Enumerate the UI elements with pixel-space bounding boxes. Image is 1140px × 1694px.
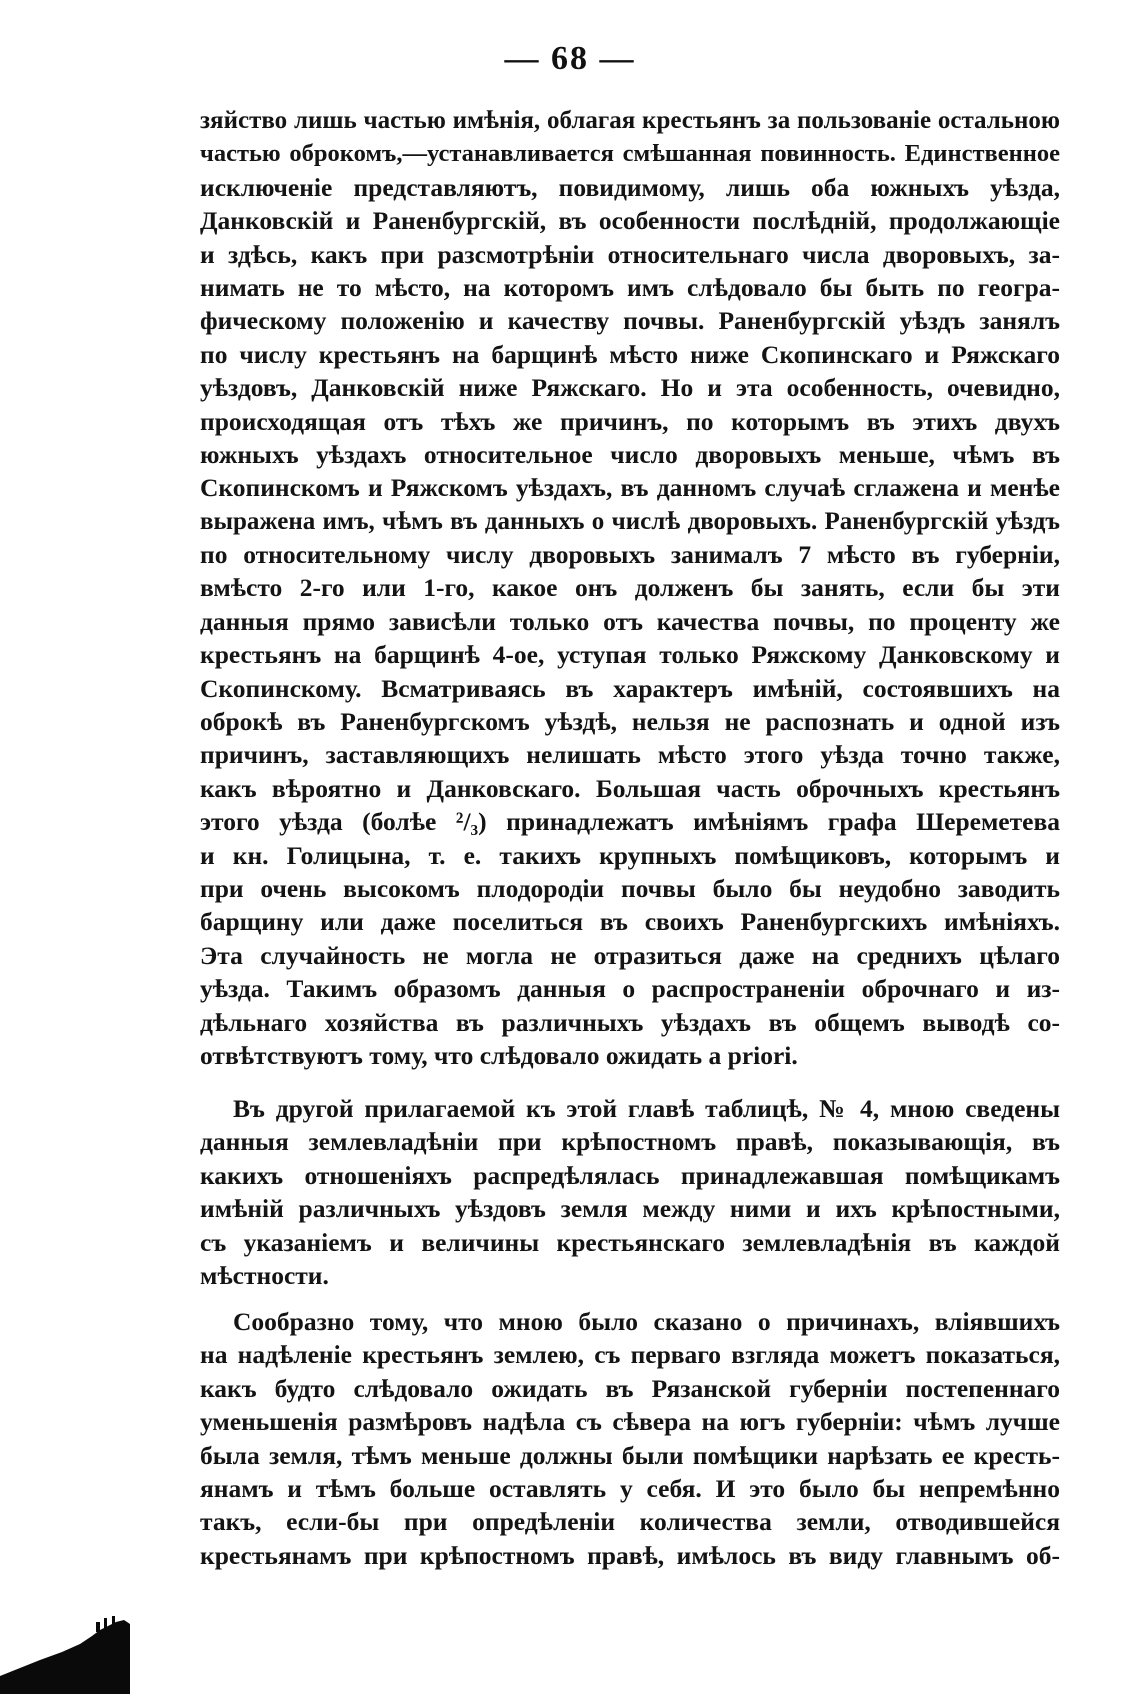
text-line: Въ другой прилагаемой къ этой главѣ таблицѣ, № 4, мною сведены [233, 1094, 1060, 1123]
text-line: Скопинскому. Всматриваясь въ характеръ имѣній, состоявшихъ на [200, 673, 1060, 703]
text-line: Скопинскомъ и Ряжскомъ уѣздахъ, въ данномъ случаѣ сглажена и менѣе [200, 473, 1060, 503]
text-line: Эта случайность не могла не отразиться даже на среднихъ цѣлаго [200, 940, 1060, 970]
text-line: южныхъ уѣздахъ относительное число дворовыхъ меньше, чѣмъ въ [200, 439, 1060, 469]
text-line: такъ, если-бы при опредѣленіи количества земли, отводившейся [200, 1507, 1060, 1537]
paragraph-3 [200, 1305, 1060, 1572]
text-line: происходящая отъ тѣхъ же причинъ, по которымъ въ этихъ двухъ [200, 406, 1060, 436]
text-line: оброкѣ въ Раненбургскомъ уѣздѣ, нельзя не распознать и одной изъ [200, 707, 1060, 737]
text-line: крестьянъ на барщинѣ 4-ое, уступая только Ряжскому Данковскому и [200, 640, 1060, 670]
text-line: на надѣленіе крестьянъ землею, съ перваго взгляда можетъ показаться, [200, 1340, 1060, 1370]
text-line: отвѣтствуютъ тому, что слѣдовало ожидать a priori. [200, 1040, 798, 1070]
scan-edge-mark [0, 1616, 140, 1694]
text-line: данныя прямо зависѣли только отъ качества почвы, по проценту же [200, 606, 1060, 636]
text-line: была земля, тѣмъ меньше должны были помѣщики нарѣзать ее кресть- [200, 1440, 1060, 1470]
text-line: уменьшенія размѣровъ надѣла съ сѣвера на югъ губерніи: чѣмъ лучше [200, 1407, 1060, 1437]
text-line: вмѣсто 2-го или 1-го, какое онъ долженъ бы занять, если бы эти [200, 573, 1060, 603]
text-line: барщину или даже поселиться въ своихъ Раненбургскихъ имѣніяхъ. [200, 907, 1060, 937]
text-line: исключеніе представляютъ, повидимому, лишь оба южныхъ уѣзда, [200, 172, 1060, 202]
text-line: и здѣсь, какъ при разсмотрѣніи относительнаго числа дворовыхъ, за- [200, 239, 1060, 269]
text-line: фическому положенію и качеству почвы. Раненбургскій уѣздъ занялъ [200, 306, 1060, 336]
text-line: какихъ отношеніяхъ распредѣлялась принадлежавшая помѣщикамъ [200, 1160, 1060, 1190]
text-line: какъ будто слѣдовало ожидать въ Рязанской губерніи постепеннаго [200, 1373, 1060, 1403]
text-line: мѣстности. [200, 1260, 329, 1290]
text-line: съ указаніемъ и величины крестьянскаго землевладѣнія въ каждой [200, 1227, 1060, 1257]
paragraph-2 [200, 1092, 1060, 1292]
text-line: данныя землевладѣніи при крѣпостномъ правѣ, показывающія, въ [200, 1127, 1060, 1157]
text-line: по числу крестьянъ на барщинѣ мѣсто ниже Скопинскаго и Ряжскаго [200, 339, 1060, 369]
text-line: этого уѣзда (болѣе ²/₃) принадлежатъ имѣніямъ графа Шереметева [200, 807, 1060, 837]
text-line: причинъ, заставляющихъ нелишать мѣсто этого уѣзда точно также, [200, 740, 1060, 770]
paragraph-1 [200, 104, 1060, 1072]
page-number: — 68 — [504, 40, 636, 77]
text-line: дѣльнаго хозяйства въ различныхъ уѣздахъ въ общемъ выводѣ со- [200, 1007, 1060, 1037]
text-line: Сообразно тому, что мною было сказано о причинахъ, вліявшихъ [233, 1307, 1060, 1336]
text-line: имѣній различныхъ уѣздовъ земля между ними и ихъ крѣпостными, [200, 1194, 1060, 1224]
text-line: частью оброкомъ,—устанавливается смѣшанная повинность. Единственное [200, 140, 1060, 168]
text-line: крестьянамъ при крѣпостномъ правѣ, имѣлось въ виду главнымъ об- [200, 1540, 1060, 1570]
text-line: какъ вѣроятно и Данковскаго. Большая часть оброчныхъ крестьянъ [200, 773, 1060, 803]
text-line: по относительному числу дворовыхъ занималъ 7 мѣсто въ губерніи, [200, 540, 1060, 570]
text-line: уѣзда. Такимъ образомъ данныя о распространеніи оброчнаго и из- [200, 974, 1060, 1004]
text-line: нимать не то мѣсто, на которомъ имъ слѣдовало бы быть по геогра- [200, 272, 1060, 302]
text-line: янамъ и тѣмъ больше оставлять у себя. И это было бы непремѣнно [200, 1473, 1060, 1503]
text-line: при очень высокомъ плодородіи почвы было бы неудобно заводить [200, 873, 1060, 903]
text-line: зяйство лишь частью имѣнія, облагая крестьянъ за пользованіе остальною [200, 107, 1060, 134]
text-line: уѣздовъ, Данковскій ниже Ряжскаго. Но и эта особенность, очевидно, [200, 373, 1060, 403]
text-line: выражена имъ, чѣмъ въ данныхъ о числѣ дворовыхъ. Раненбургскій уѣздъ [200, 507, 1060, 535]
text-line: Данковскій и Раненбургскій, въ особенности послѣдній, продолжающіе [200, 206, 1060, 236]
text-line: и кн. Голицына, т. е. такихъ крупныхъ помѣщиковъ, которымъ и [200, 840, 1060, 870]
